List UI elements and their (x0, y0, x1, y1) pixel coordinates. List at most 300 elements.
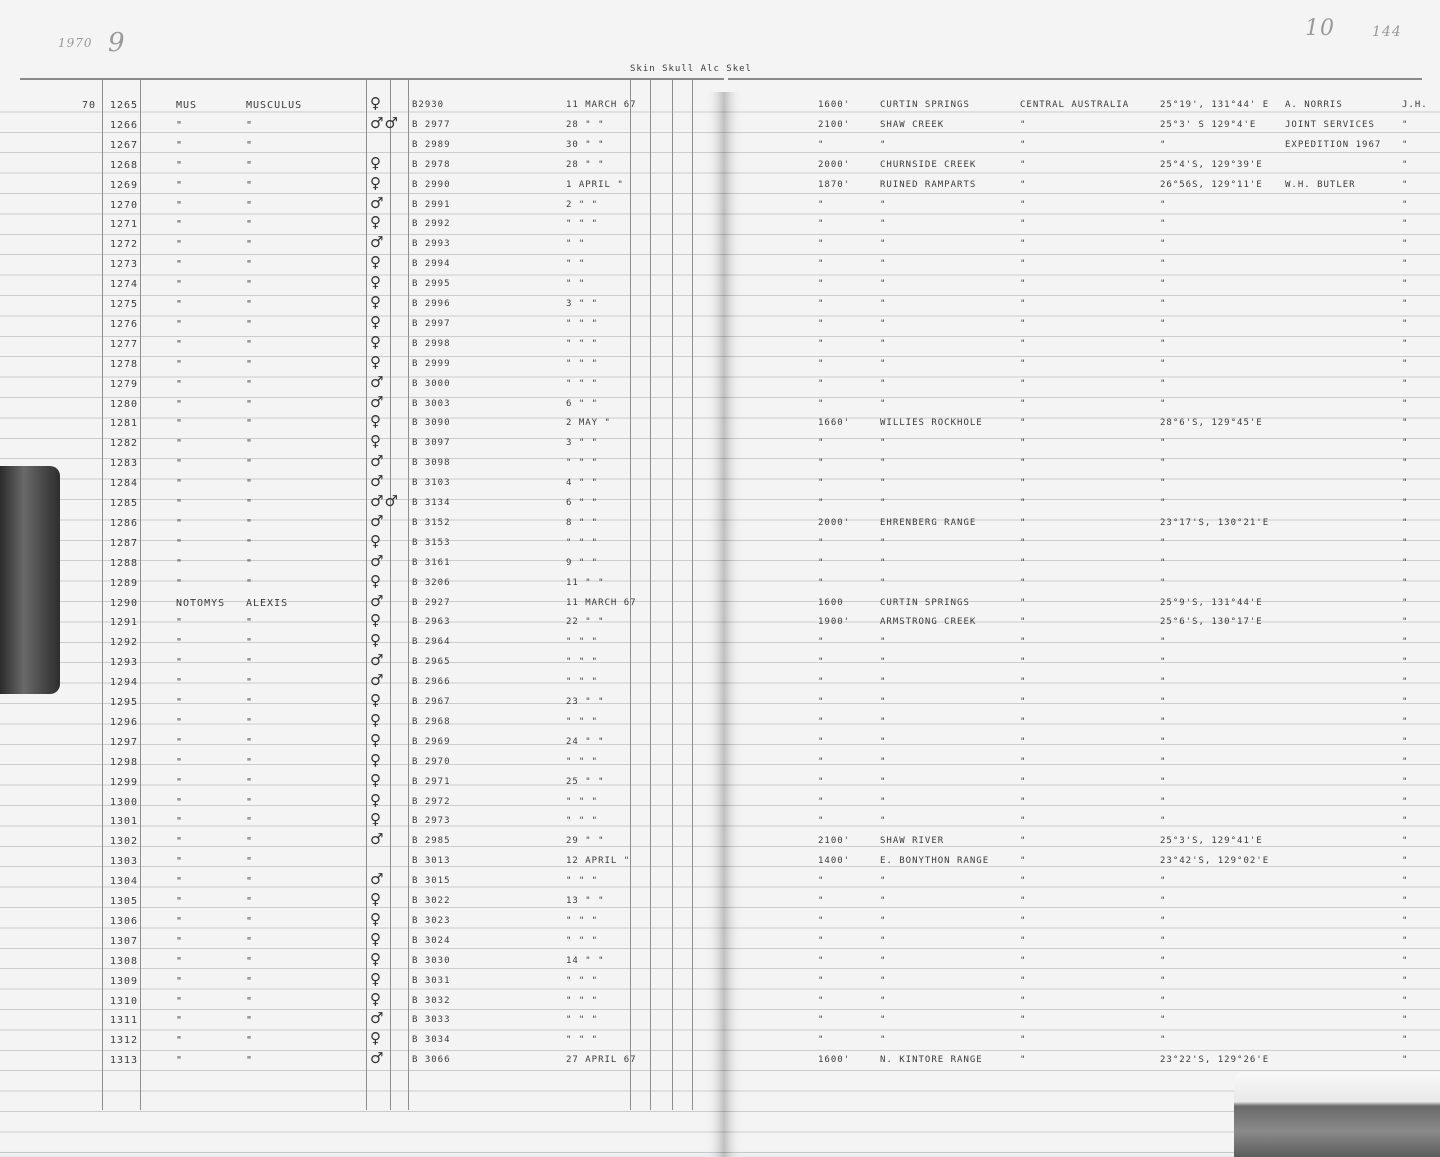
row-coords: " (1160, 657, 1167, 668)
row-species: " (246, 299, 254, 310)
row-species: " (246, 677, 254, 689)
year-label: 1970 (58, 36, 93, 50)
row-donor: " (1402, 458, 1409, 469)
row-coords: " (1160, 338, 1167, 349)
row-genus: " (176, 716, 184, 728)
row-region: CENTRAL AUSTRALIA (1020, 100, 1130, 110)
row-species: " (246, 199, 254, 211)
row-alt: " (818, 716, 825, 727)
row-locality: " (880, 1035, 887, 1046)
row-reg: B 3024 (412, 935, 451, 946)
row-date: 6 " " (566, 398, 599, 409)
row-coords: " (1160, 637, 1167, 648)
row-donor: " (1402, 836, 1409, 847)
row-region: " (1020, 716, 1027, 727)
row-locality: " (880, 478, 887, 489)
row-coords: " (1160, 577, 1167, 588)
row-reg: B 2999 (412, 358, 451, 369)
col-rule (630, 80, 631, 1110)
row-locality: " (880, 995, 887, 1006)
row-region: " (1020, 617, 1027, 628)
row-num: 1277 (110, 338, 139, 350)
row-reg: B 2992 (412, 219, 451, 230)
row-region: " (1020, 836, 1027, 847)
row-date: 3 " " (566, 438, 599, 449)
row-reg: B 2991 (412, 199, 451, 210)
row-donor: " (1402, 358, 1409, 369)
row-reg: B 2997 (412, 318, 451, 329)
binder-clip-bottom-right (1234, 1072, 1440, 1157)
row-num: 1266 (110, 119, 139, 131)
row-locality: " (880, 438, 887, 449)
row-region: " (1020, 657, 1027, 668)
row-genus: " (176, 239, 184, 251)
row-locality: " (880, 378, 887, 389)
row-alt: " (818, 338, 825, 349)
row-date: " " " (566, 975, 599, 986)
row-reg: B 3015 (412, 876, 451, 887)
row-locality: " (880, 677, 887, 688)
row-sex: ♀ (370, 631, 382, 650)
row-sex: ♀ (370, 332, 382, 351)
row-num: 1288 (110, 557, 139, 569)
row-region: " (1020, 915, 1027, 926)
row-genus: " (176, 935, 184, 947)
row-num: 1292 (110, 637, 139, 649)
row-reg: B 2993 (412, 239, 451, 250)
row-species: " (246, 856, 254, 868)
row-locality: " (880, 279, 887, 290)
row-donor: " (1402, 776, 1409, 787)
row-alt: 1900' (818, 617, 851, 628)
row-region: " (1020, 338, 1027, 349)
row-region: " (1020, 816, 1027, 827)
row-locality: " (880, 756, 887, 767)
row-species: MUSCULUS (246, 100, 303, 111)
row-donor: " (1402, 1015, 1409, 1026)
row-reg: B 3013 (412, 856, 451, 867)
row-alt: " (818, 318, 825, 329)
row-species: " (246, 816, 254, 828)
row-locality: " (880, 935, 887, 946)
row-locality: " (880, 557, 887, 568)
row-date: " " (566, 259, 586, 270)
row-region: " (1020, 995, 1027, 1006)
row-coords: " (1160, 796, 1167, 807)
row-alt: " (818, 259, 825, 270)
row-species: " (246, 876, 254, 888)
col-rule (102, 80, 103, 1110)
row-date: 8 " " (566, 517, 599, 528)
row-species: " (246, 557, 254, 569)
row-num: 1272 (110, 239, 139, 251)
row-species: " (246, 458, 254, 470)
row-reg: B 3030 (412, 955, 451, 966)
row-sex: ♂ (370, 830, 385, 849)
row-num: 1275 (110, 299, 139, 310)
row-region: " (1020, 517, 1027, 528)
row-date: 2 MAY " (566, 418, 611, 429)
row-reg: B 3033 (412, 1015, 451, 1026)
row-alt: 1400' (818, 856, 851, 867)
row-genus: " (176, 418, 184, 430)
row-genus: " (176, 199, 184, 211)
row-genus: " (176, 856, 184, 868)
row-coords: 25°6'S, 130°17'E (1160, 617, 1263, 628)
row-genus: " (176, 517, 184, 529)
row-alt: " (818, 577, 825, 588)
row-coords: " (1160, 458, 1167, 469)
row-coords: 25°19', 131°44' E (1160, 100, 1270, 110)
row-locality: " (880, 716, 887, 727)
row-locality: SHAW CREEK (880, 119, 945, 130)
row-sex: ♀ (370, 213, 382, 232)
row-reg: B 3098 (412, 458, 451, 469)
row-date: 1 APRIL " (566, 179, 624, 190)
row-coords: " (1160, 697, 1167, 707)
row-sex: ♂ (370, 651, 385, 670)
row-alt: 2000' (818, 517, 851, 528)
row-alt: " (818, 677, 825, 688)
row-genus: " (176, 995, 184, 1007)
row-locality: " (880, 458, 887, 469)
row-num: 1299 (110, 776, 139, 788)
row-donor: " (1402, 736, 1409, 747)
row-coords: " (1160, 896, 1167, 906)
row-alt: " (818, 776, 825, 787)
row-genus: " (176, 119, 184, 131)
row-num: 1287 (110, 537, 139, 549)
row-species: " (246, 637, 254, 649)
row-collector: A. NORRIS (1285, 100, 1343, 110)
row-date: " " " (566, 358, 599, 369)
row-coords: 25°3' S 129°4'E (1160, 119, 1257, 130)
row-date: 22 " " (566, 617, 605, 628)
row-alt: " (818, 358, 825, 369)
row-sex: ♂ (370, 392, 385, 411)
row-donor: " (1402, 935, 1409, 946)
right-page (724, 0, 1440, 1157)
row-donor: " (1402, 716, 1409, 727)
row-num: 1296 (110, 716, 139, 728)
row-alt: " (818, 537, 825, 548)
row-locality: " (880, 697, 887, 707)
row-region: " (1020, 736, 1027, 747)
row-species: " (246, 1055, 254, 1067)
row-date: 30 " " (566, 139, 605, 150)
row-date: 13 " " (566, 896, 605, 906)
row-species: " (246, 537, 254, 549)
row-reg: B 2965 (412, 657, 451, 668)
row-genus: " (176, 458, 184, 470)
row-sex: ♂ (370, 551, 385, 570)
row-date: " " " (566, 796, 599, 807)
row-num: 1274 (110, 279, 139, 291)
row-date: " " (566, 239, 586, 250)
row-species: " (246, 657, 254, 669)
row-donor: " (1402, 159, 1409, 170)
row-coords: " (1160, 199, 1167, 210)
row-reg: B 2927 (412, 597, 451, 608)
row-donor: " (1402, 299, 1409, 309)
row-date: 11 MARCH 67 (566, 597, 637, 608)
row-region: " (1020, 756, 1027, 767)
row-sex: ♂ (370, 193, 385, 212)
row-region: " (1020, 259, 1027, 270)
row-collector: EXPEDITION 1967 (1285, 139, 1382, 150)
row-num: 1308 (110, 955, 139, 967)
row-date: 23 " " (566, 697, 605, 707)
row-locality: " (880, 975, 887, 986)
row-num: 1267 (110, 139, 139, 151)
row-genus: " (176, 697, 184, 708)
row-locality: " (880, 398, 887, 409)
row-date: 9 " " (566, 557, 599, 568)
row-alt: " (818, 637, 825, 648)
row-locality: RUINED RAMPARTS (880, 179, 977, 190)
row-genus: " (176, 955, 184, 967)
row-genus: " (176, 358, 184, 370)
row-region: " (1020, 896, 1027, 906)
row-donor: " (1402, 577, 1409, 588)
row-alt: 2100' (818, 119, 851, 130)
header-rule-left (20, 78, 724, 80)
row-genus: " (176, 577, 184, 589)
row-donor: " (1402, 995, 1409, 1006)
row-species: " (246, 617, 254, 629)
row-region: " (1020, 796, 1027, 807)
row-num: 1303 (110, 856, 139, 868)
row-region: " (1020, 418, 1027, 429)
row-num: 1278 (110, 358, 139, 370)
row-coords: " (1160, 279, 1167, 290)
row-sex: ♀ (370, 909, 382, 928)
row-locality: " (880, 816, 887, 827)
row-donor: " (1402, 657, 1409, 668)
row-num: 1273 (110, 259, 139, 271)
row-alt: 1870' (818, 179, 851, 190)
row-reg: B 3206 (412, 577, 451, 588)
row-locality: SHAW RIVER (880, 836, 945, 847)
row-reg: B 3031 (412, 975, 451, 986)
row-genus: NOTOMYS (176, 597, 226, 609)
row-coords: " (1160, 537, 1167, 548)
row-num: 1281 (110, 418, 139, 430)
row-sex: ♀ (370, 352, 382, 371)
row-region: " (1020, 398, 1027, 409)
row-locality: " (880, 876, 887, 887)
row-species: " (246, 159, 254, 171)
row-reg: B 2996 (412, 299, 451, 309)
row-alt: " (818, 896, 825, 906)
row-genus: " (176, 159, 184, 171)
row-num: 1283 (110, 458, 139, 470)
row-coords: " (1160, 816, 1167, 827)
row-num: 1276 (110, 318, 139, 330)
row-locality: " (880, 915, 887, 926)
row-locality: " (880, 955, 887, 966)
row-genus: " (176, 617, 184, 629)
row-locality: CURTIN SPRINGS (880, 597, 970, 608)
row-alt: " (818, 478, 825, 489)
row-species: " (246, 796, 254, 808)
row-date: 12 APRIL " (566, 856, 631, 867)
row-genus: " (176, 318, 184, 330)
row-locality: " (880, 498, 887, 508)
row-locality: CURTIN SPRINGS (880, 100, 970, 110)
row-donor: " (1402, 557, 1409, 568)
row-species: " (246, 716, 254, 728)
row-species: " (246, 577, 254, 589)
row-reg: B 2978 (412, 159, 451, 170)
row-alt: " (818, 657, 825, 668)
row-date: 14 " " (566, 955, 605, 966)
row-sex: ♂ (370, 671, 385, 690)
row-sex: ♀ (370, 710, 382, 729)
row-reg: B 2994 (412, 259, 451, 270)
row-date: " " " (566, 935, 599, 946)
row-coords: " (1160, 398, 1167, 409)
row-coords: " (1160, 876, 1167, 887)
row-reg: B 2964 (412, 637, 451, 648)
page-number: 144 (1372, 24, 1402, 40)
row-num: 1270 (110, 199, 139, 211)
col-rule (672, 80, 673, 1110)
row-genus: MUS (176, 100, 198, 111)
row-species: " (246, 836, 254, 848)
row-num: 1310 (110, 995, 139, 1007)
row-locality: " (880, 657, 887, 668)
row-species: " (246, 776, 254, 788)
row-locality: N. KINTORE RANGE (880, 1055, 983, 1066)
row-genus: " (176, 896, 184, 907)
row-donor: " (1402, 756, 1409, 767)
row-region: " (1020, 975, 1027, 986)
row-alt: " (818, 697, 825, 707)
row-alt: " (818, 139, 825, 150)
row-coords: " (1160, 915, 1167, 926)
row-alt: 1600 (818, 597, 844, 608)
row-region: " (1020, 856, 1027, 867)
row-region: " (1020, 697, 1027, 707)
row-alt: 2000' (818, 159, 851, 170)
row-region: " (1020, 637, 1027, 648)
row-num: 1307 (110, 935, 139, 947)
row-region: " (1020, 577, 1027, 588)
row-num: 1301 (110, 816, 139, 828)
row-coords: " (1160, 259, 1167, 270)
row-genus: " (176, 836, 184, 848)
row-date: " " " (566, 219, 599, 230)
row-date: 4 " " (566, 478, 599, 489)
row-coords: " (1160, 995, 1167, 1006)
row-region: " (1020, 358, 1027, 369)
row-num: 1265 (110, 100, 139, 111)
row-reg: B 3153 (412, 537, 451, 548)
row-sex: ♂ (370, 1049, 385, 1068)
row-region: " (1020, 1015, 1027, 1026)
row-alt: " (818, 995, 825, 1006)
row-genus: " (176, 259, 184, 271)
row-num: 1286 (110, 517, 139, 529)
row-reg: B 2970 (412, 756, 451, 767)
row-genus: " (176, 438, 184, 450)
row-coords: 23°42'S, 129°02'E (1160, 856, 1270, 867)
row-date: " " " (566, 876, 599, 887)
row-species: " (246, 239, 254, 251)
row-locality: " (880, 199, 887, 210)
row-species: " (246, 358, 254, 370)
row-locality: E. BONYTHON RANGE (880, 856, 990, 867)
row-alt: " (818, 816, 825, 827)
row-alt: " (818, 736, 825, 747)
row-species: ALEXIS (246, 597, 289, 609)
row-reg: B 3152 (412, 517, 451, 528)
row-date: 11 MARCH 67 (566, 100, 637, 110)
row-alt: " (818, 398, 825, 409)
col-rule (692, 80, 693, 1110)
row-alt: " (818, 219, 825, 230)
row-species: " (246, 318, 254, 330)
row-date: 2 " " (566, 199, 599, 210)
row-locality: " (880, 338, 887, 349)
row-region: " (1020, 119, 1027, 130)
row-reg: B 3003 (412, 398, 451, 409)
row-coords: " (1160, 677, 1167, 688)
row-coords: " (1160, 139, 1167, 150)
row-num: 1300 (110, 796, 139, 808)
row-genus: " (176, 756, 184, 768)
row-alt: " (818, 199, 825, 210)
row-num: 1284 (110, 478, 139, 490)
row-reg: B 3000 (412, 378, 451, 389)
row-species: " (246, 478, 254, 490)
row-date: " " " (566, 1035, 599, 1046)
row-genus: " (176, 537, 184, 549)
row-region: " (1020, 776, 1027, 787)
row-coords: " (1160, 557, 1167, 568)
row-donor: " (1402, 378, 1409, 389)
row-genus: " (176, 657, 184, 669)
row-donor: " (1402, 318, 1409, 329)
row-genus: " (176, 677, 184, 689)
row-region: " (1020, 199, 1027, 210)
row-date: " " " (566, 756, 599, 767)
row-genus: " (176, 736, 184, 748)
row-donor: " (1402, 199, 1409, 210)
row-locality: " (880, 537, 887, 548)
row-donor: " (1402, 617, 1409, 628)
row-alt: " (818, 975, 825, 986)
row-num: 1306 (110, 915, 139, 927)
row-species: " (246, 119, 254, 131)
row-species: " (246, 517, 254, 529)
row-locality: " (880, 358, 887, 369)
row-region: " (1020, 239, 1027, 250)
row-reg: B 2972 (412, 796, 451, 807)
row-species: " (246, 219, 254, 231)
row-genus: " (176, 338, 184, 350)
row-date: " " " (566, 915, 599, 926)
row-sex: ♂ (370, 233, 385, 252)
row-num: 1279 (110, 378, 139, 390)
row-donor: " (1402, 498, 1409, 508)
row-donor: " (1402, 915, 1409, 926)
row-alt: 2100' (818, 836, 851, 847)
row-reg: B 3103 (412, 478, 451, 489)
row-date: " " " (566, 657, 599, 668)
row-alt: " (818, 1035, 825, 1046)
